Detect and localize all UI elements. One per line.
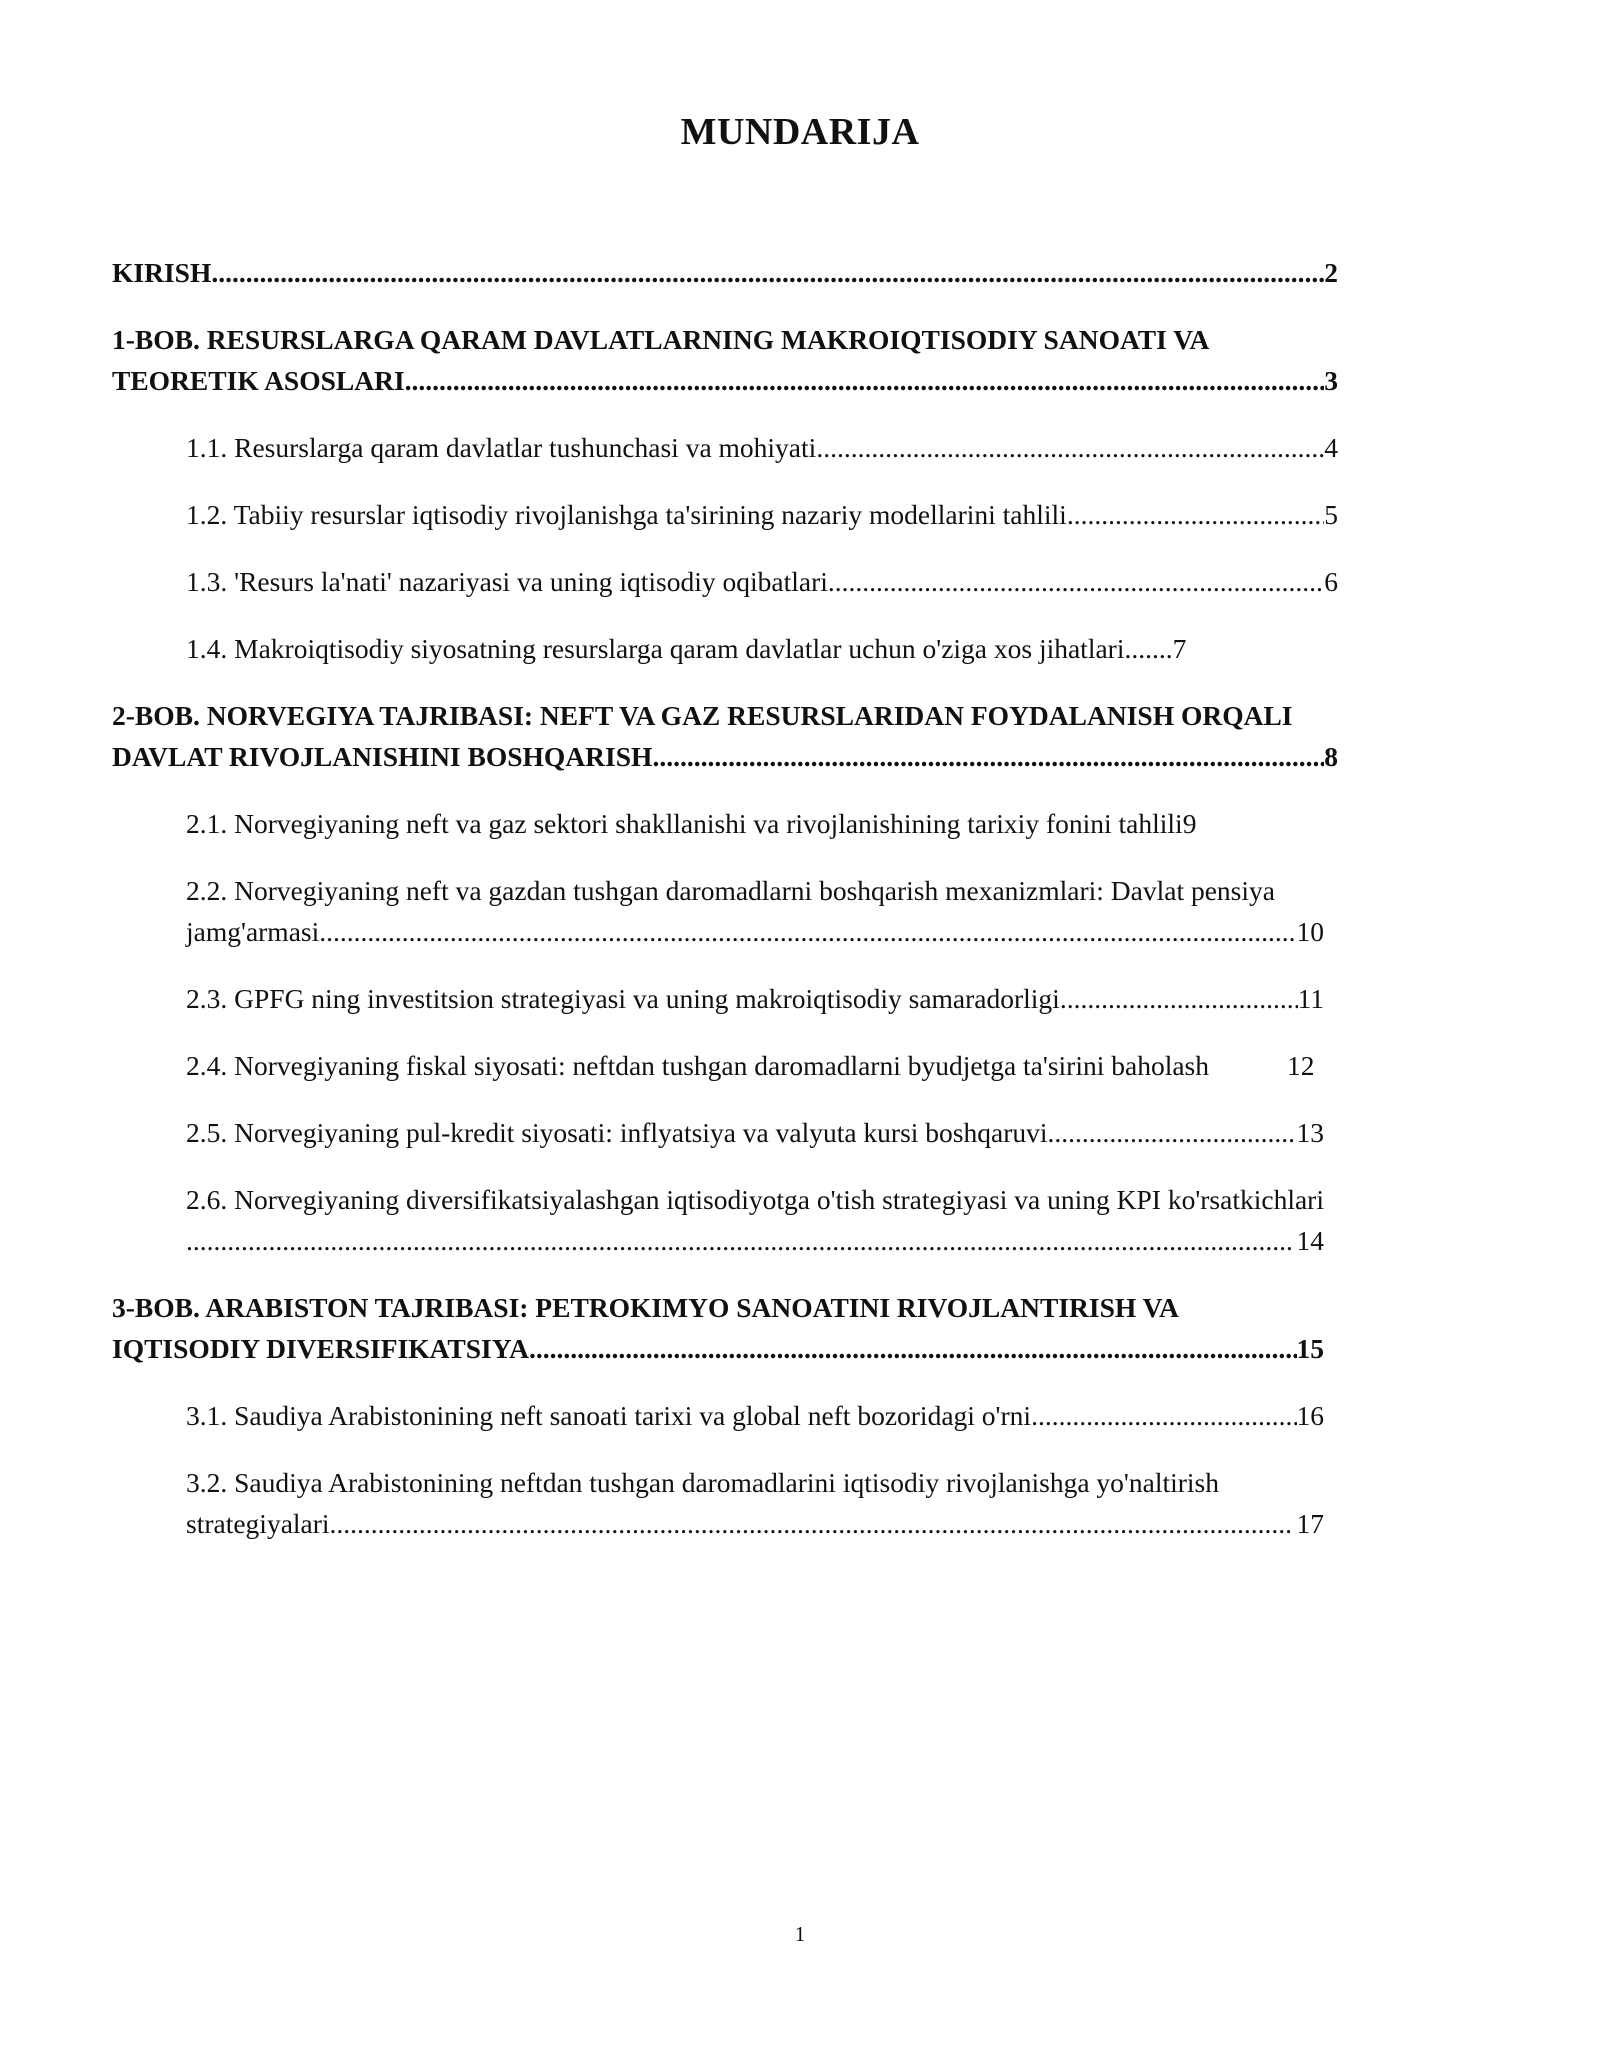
toc-page-number: 8	[1324, 741, 1338, 772]
page-number: 1	[794, 1922, 806, 1946]
toc-entry-1-2[interactable]	[186, 494, 1338, 535]
toc-entry-label: 1.2. Tabiiy resurslar iqtisodiy rivojlanishga ta'sirining nazariy modellarini tahlili	[186, 499, 1067, 530]
dot-leader	[319, 911, 1296, 952]
toc-entry-2-4[interactable]	[186, 1045, 1338, 1086]
toc-page-number: 10	[1296, 916, 1324, 947]
toc-entry-label-continued: DAVLAT RIVOJLANISHINI BOSHQARISH	[112, 741, 653, 772]
toc-entry-label: 2-BOB. NORVEGIYA TAJRIBASI: NEFT VA GAZ RESURSLARIDAN FOYDALANISH ORQALI	[112, 700, 1293, 731]
toc-page-number: 14	[1296, 1225, 1324, 1256]
toc-entry-kirish[interactable]	[112, 252, 1338, 293]
toc-entry-label: 1.3. 'Resurs la'nati' nazariyasi va uning iqtisodiy oqibatlari	[186, 566, 828, 597]
toc-page-number: 13	[1296, 1117, 1324, 1148]
toc-entry-label-continued: TEORETIK ASOSLARI	[112, 365, 405, 396]
toc-entry-2-1[interactable]	[186, 803, 1338, 844]
toc-entry-1-4[interactable]	[186, 628, 1338, 669]
toc-page-number: 3	[1324, 365, 1338, 396]
toc-entry-label: 1.4. Makroiqtisodiy siyosatning resurslarga qaram davlatlar uchun o'ziga xos jihatlari	[186, 633, 1125, 664]
toc-page-number: 11	[1297, 983, 1324, 1014]
toc-page-number: 5	[1324, 499, 1338, 530]
toc-page-number: 15	[1296, 1333, 1324, 1364]
dot-leader: .......	[1124, 633, 1173, 664]
toc-entry-label-continued: strategiyalari	[186, 1508, 330, 1539]
dot-leader	[1031, 1395, 1296, 1436]
dot-leader	[1067, 494, 1324, 535]
toc-entry-label: 2.3. GPFG ning investitsion strategiyasi va uning makroiqtisodiy samaradorligi	[186, 983, 1060, 1014]
dot-leader	[529, 1328, 1297, 1369]
toc-entry-label: 1.1. Resurslarga qaram davlatlar tushunchasi va mohiyati	[186, 432, 817, 463]
toc-entry-label: 2.2. Norvegiyaning neft va gazdan tushgan daromadlarni boshqarish mexanizmlari: Davlat pensiya	[186, 875, 1275, 906]
toc-entry-2-5[interactable]	[186, 1112, 1338, 1153]
dot-leader	[186, 1220, 1291, 1261]
toc-entry-2-6[interactable]	[186, 1179, 1338, 1261]
toc-entry-label: KIRISH	[112, 257, 212, 288]
toc-entry-1-3[interactable]	[186, 561, 1338, 602]
toc-entry-1-1[interactable]	[186, 427, 1338, 468]
toc-entry-label: 1-BOB. RESURSLARGA QARAM DAVLATLARNING MAKROIQTISODIY SANOATI VA	[112, 324, 1210, 355]
toc-entry-label: 2.5. Norvegiyaning pul-kredit siyosati: inflyatsiya va valyuta kursi boshqaruvi	[186, 1117, 1048, 1148]
toc-entry-label-continued: IQTISODIY DIVERSIFIKATSIYA	[112, 1333, 529, 1364]
dot-leader	[652, 736, 1324, 777]
toc-entry-2-2[interactable]	[186, 870, 1338, 952]
toc-entry-label: 2.4. Norvegiyaning fiskal siyosati: neftdan tushgan daromadlarni byudjetga ta'sirini baholash	[186, 1050, 1209, 1081]
toc-entry-label: 2.1. Norvegiyaning neft va gaz sektori shakllanishi va rivojlanishining tarixiy fonini tahlili	[186, 808, 1183, 839]
toc-entry-label: 3.1. Saudiya Arabistonining neft sanoati tarixi va global neft bozoridagi o'rni	[186, 1400, 1032, 1431]
page-title: MUNDARIJA	[680, 111, 920, 153]
toc-entry-3-1[interactable]	[186, 1395, 1338, 1436]
toc-entry-chapter-2[interactable]	[112, 695, 1412, 777]
toc-page-number: 2	[1324, 257, 1338, 288]
toc-entry-3-2[interactable]	[186, 1462, 1338, 1544]
toc-entry-chapter-1[interactable]	[112, 319, 1338, 401]
toc-entry-label: 3.2. Saudiya Arabistonining neftdan tushgan daromadlarini iqtisodiy rivojlanishga yo'naltirish	[186, 1467, 1219, 1498]
dot-leader	[828, 561, 1324, 602]
toc-page-number: 9	[1182, 808, 1197, 839]
toc-entry-label-continued: jamg'armasi	[186, 916, 320, 947]
toc-page-number: 16	[1296, 1400, 1324, 1431]
toc-page-number: 6	[1324, 566, 1338, 597]
toc-page-number: 7	[1172, 633, 1187, 664]
dot-leader	[211, 252, 1324, 293]
table-of-contents	[112, 252, 1482, 1570]
toc-entry-label: 2.6. Norvegiyaning diversifikatsiyalashgan iqtisodiyotga o'tish strategiyasi va uning KPI ko'rsatkichlari	[186, 1184, 1324, 1215]
toc-entry-2-3[interactable]	[186, 978, 1338, 1019]
dot-leader	[1060, 978, 1298, 1019]
dot-leader	[1048, 1112, 1297, 1153]
dot-leader	[330, 1503, 1291, 1544]
toc-page-number: 4	[1324, 432, 1338, 463]
toc-page-number: 17	[1296, 1508, 1324, 1539]
toc-entry-label: 3-BOB. ARABISTON TAJRIBASI: PETROKIMYO SANOATINI RIVOJLANTIRISH VA	[112, 1292, 1179, 1323]
dot-leader	[816, 427, 1324, 468]
dot-leader	[405, 360, 1325, 401]
toc-entry-chapter-3[interactable]	[112, 1287, 1338, 1369]
toc-page-number: 12	[1287, 1050, 1315, 1081]
